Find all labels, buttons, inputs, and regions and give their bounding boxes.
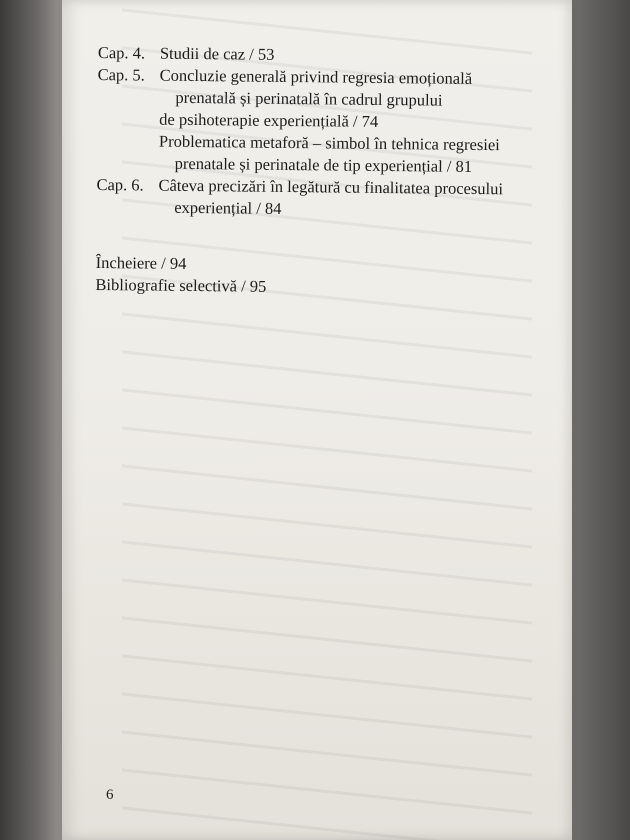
page-number: 6 <box>106 787 114 803</box>
chapter-title-line: prenatală și perinatală în cadrul grupului <box>175 87 443 110</box>
toc-entry-chapter-5 <box>97 64 548 179</box>
chapter-label: Cap. 4. <box>97 42 146 63</box>
chapter-title <box>158 175 546 223</box>
chapter-label: Cap. 6. <box>96 174 144 195</box>
toc-entry-chapter-6 <box>96 174 546 223</box>
chapter-title-line: Studii de caz / 53 <box>159 43 275 64</box>
chapter-title-line: Concluzie generală privind regresia emoțională <box>159 65 473 88</box>
chapter-title-line: de psihoterapie experiențială / 74 <box>159 109 379 131</box>
chapter-title-line: experiențial / 84 <box>174 197 282 218</box>
chapter-title-line: Câteva precizări în legătură cu finalitatea procesului <box>158 175 504 199</box>
chapter-label: Cap. 5. <box>97 64 145 85</box>
toc-entry-conclusion: Încheiere / 94 <box>95 252 187 273</box>
chapter-title-line: prenatale și perinatale de tip experiențial / 81 <box>174 153 473 176</box>
table-of-contents <box>95 42 548 301</box>
section-gap <box>96 218 546 257</box>
chapter-title <box>159 65 548 179</box>
chapter-title-line: Problematica metaforă – simbol în tehnica regresiei <box>158 131 500 155</box>
toc-entry-bibliography: Bibliografie selectivă / 95 <box>95 274 267 296</box>
book-page <box>62 0 572 840</box>
toc-closing-entries <box>95 252 545 301</box>
